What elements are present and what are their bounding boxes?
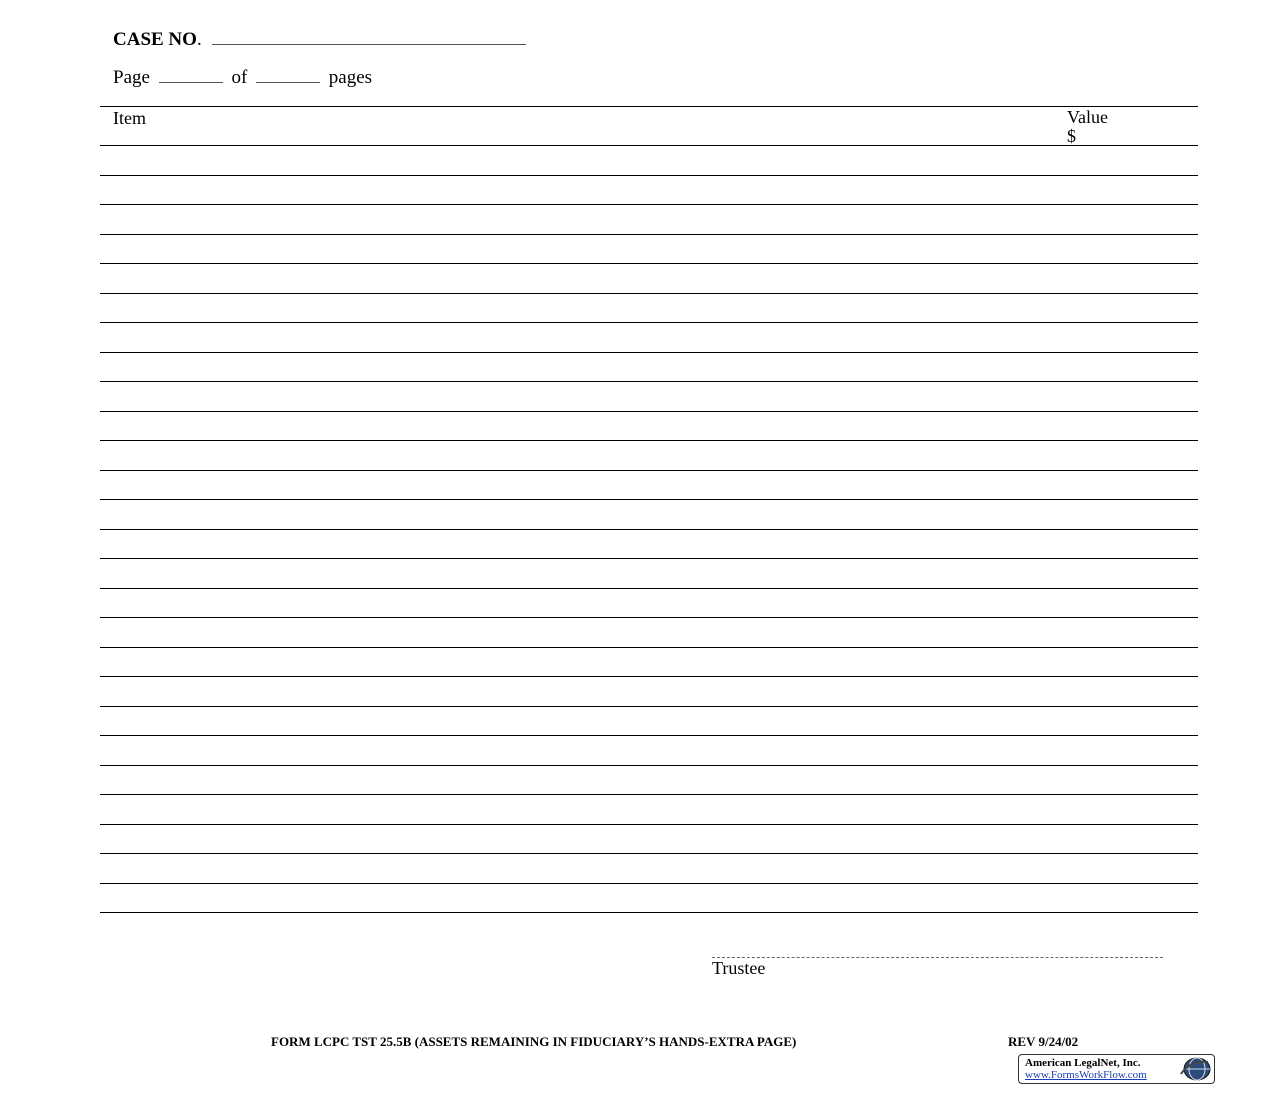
trustee-signature-line[interactable]	[712, 945, 1163, 958]
revision-date: REV 9/24/02	[1008, 1034, 1079, 1049]
page-count-line	[113, 67, 372, 89]
table-row[interactable]	[100, 264, 1198, 294]
table-row[interactable]	[100, 736, 1198, 766]
table-row[interactable]	[100, 559, 1198, 589]
table-row[interactable]	[100, 353, 1198, 383]
pages-word: pages	[328, 67, 373, 88]
item-column-header: Item	[113, 108, 146, 128]
publisher-name: American LegalNet, Inc.	[1025, 1057, 1141, 1069]
page-word: Page	[113, 67, 150, 88]
table-row[interactable]	[100, 205, 1198, 235]
total-pages-field[interactable]	[256, 68, 320, 83]
currency-symbol: $	[1067, 126, 1076, 146]
value-header-label: Value	[1067, 107, 1108, 127]
table-row[interactable]	[100, 677, 1198, 707]
form-identifier: FORM LCPC TST 25.5B (ASSETS REMAINING IN FIDUCIARY’S HANDS-EXTRA PAGE)	[271, 1034, 797, 1049]
table-row[interactable]	[100, 323, 1198, 353]
table-row[interactable]	[100, 471, 1198, 501]
publisher-url-link[interactable]: www.FormsWorkFlow.com	[1025, 1069, 1147, 1081]
globe-icon	[1178, 1056, 1212, 1082]
table-row[interactable]	[100, 589, 1198, 619]
case-number-dot: .	[196, 29, 202, 50]
table-row[interactable]	[100, 854, 1198, 884]
table-row[interactable]	[100, 146, 1198, 176]
value-column-header	[1067, 108, 1108, 146]
page-number-field[interactable]	[159, 68, 223, 83]
table-row[interactable]	[100, 412, 1198, 442]
table-row[interactable]	[100, 766, 1198, 796]
table-row[interactable]	[100, 500, 1198, 530]
of-word: of	[231, 67, 248, 88]
table-row[interactable]	[100, 795, 1198, 825]
table-row[interactable]	[100, 707, 1198, 737]
table-row[interactable]	[100, 235, 1198, 265]
assets-table	[100, 106, 1198, 913]
table-row[interactable]	[100, 441, 1198, 471]
table-row[interactable]	[100, 294, 1198, 324]
trustee-signature-label: Trustee	[712, 958, 766, 978]
case-number-label: CASE NO	[113, 29, 197, 50]
table-body	[100, 146, 1198, 913]
table-row[interactable]	[100, 530, 1198, 560]
table-row[interactable]	[100, 176, 1198, 206]
case-number-line	[113, 28, 526, 51]
table-row[interactable]	[100, 618, 1198, 648]
table-header-row	[100, 106, 1198, 146]
publisher-logo[interactable]	[1018, 1054, 1215, 1084]
table-row[interactable]	[100, 648, 1198, 678]
case-number-field[interactable]	[212, 28, 526, 45]
table-row[interactable]	[100, 382, 1198, 412]
table-row[interactable]	[100, 825, 1198, 855]
table-row[interactable]	[100, 884, 1198, 914]
